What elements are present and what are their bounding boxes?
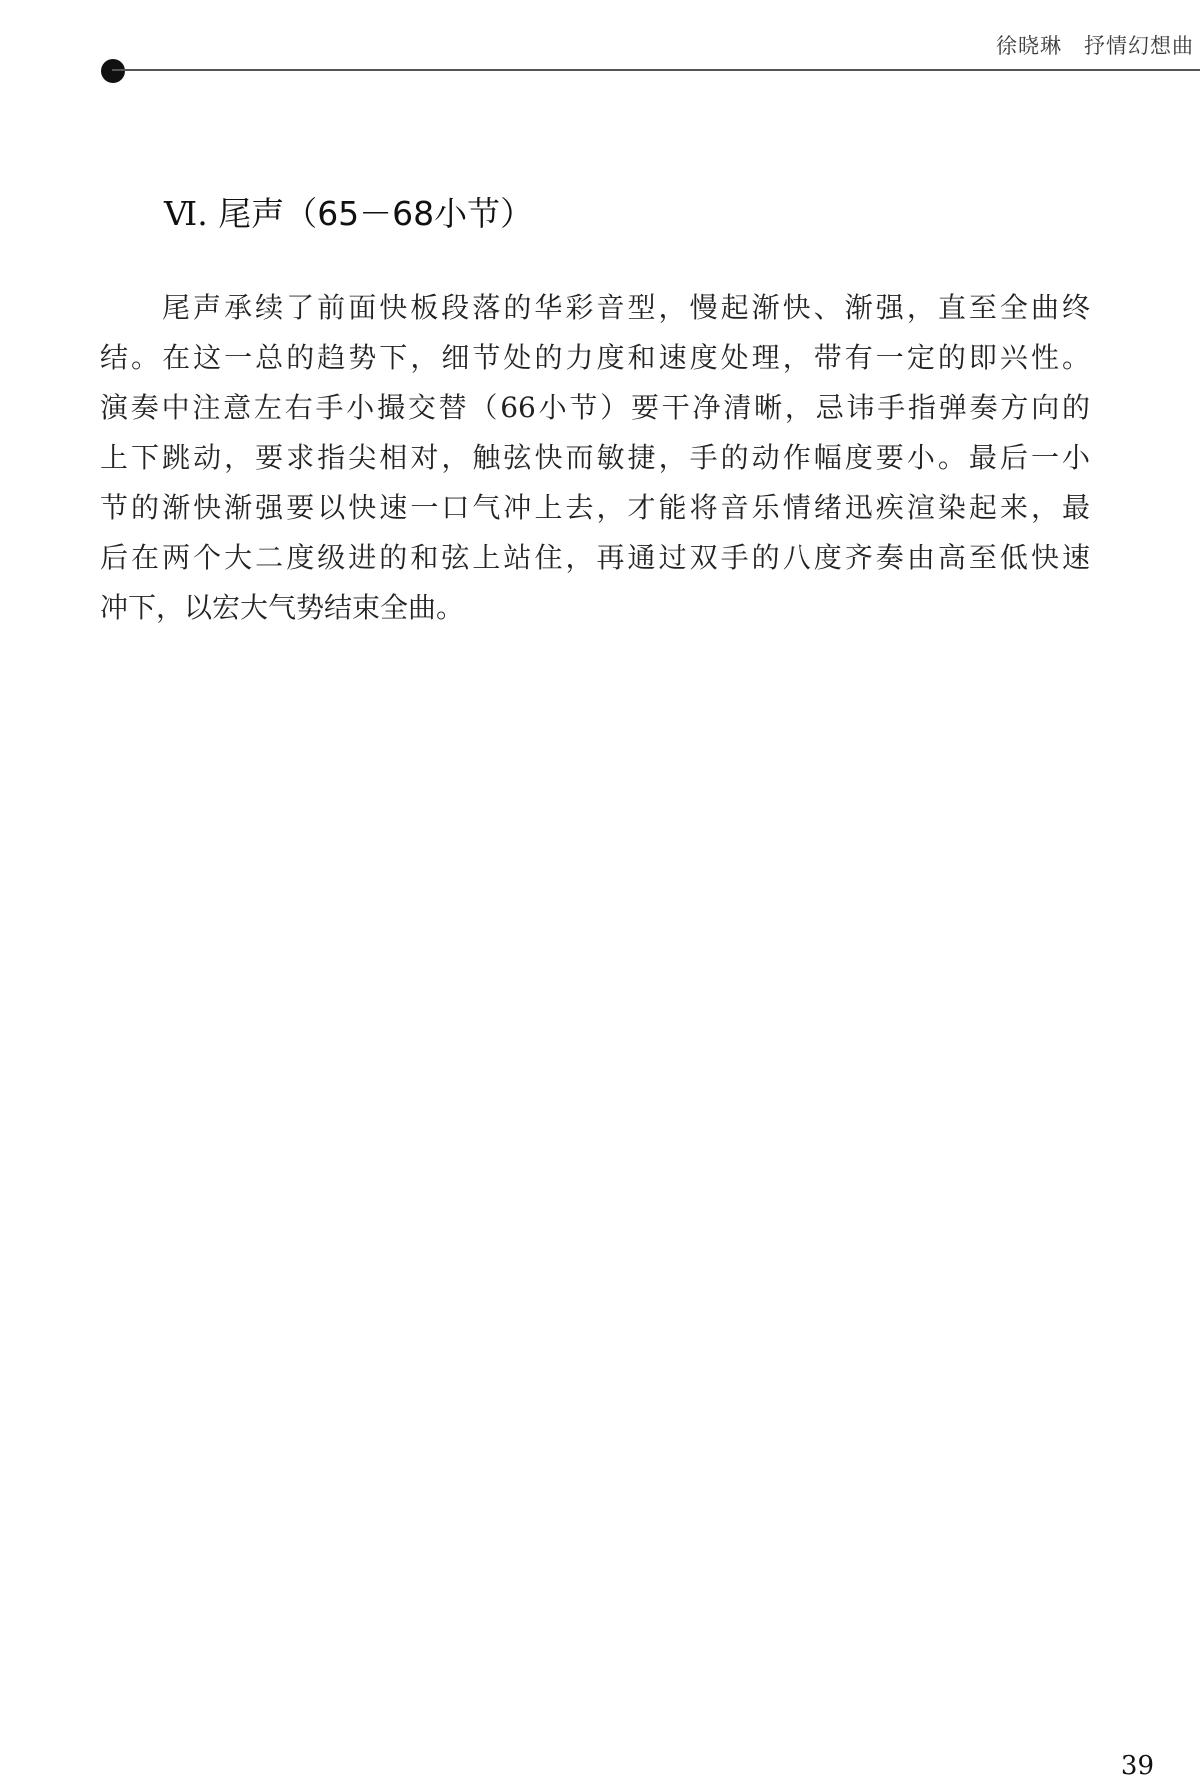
paragraph-line: 演奏中注意左右手小撮交替（66小节）要干净清晰，忌讳手指弹奏方向的 [100,391,1090,424]
paragraph-line: 结。在这一总的趋势下，细节处的力度和速度处理，带有一定的即兴性。 [100,341,1090,374]
section-numeral: Ⅵ. [164,194,208,233]
header-title: 抒情幻想曲 [1084,34,1194,58]
paragraph-line: 节的渐快渐强要以快速一口气冲上去，才能将音乐情绪迅疾渲染起来，最 [100,491,1090,524]
paragraph-line: 后在两个大二度级进的和弦上站住，再通过双手的八度齐奏由高至低快速 [100,541,1090,574]
section-heading [164,188,533,235]
page-number: 39 [1120,1751,1154,1781]
paragraph-line: 尾声承续了前面快板段落的华彩音型，慢起渐快、渐强，直至全曲终 [162,291,1090,324]
header-rule [112,69,1200,71]
section-title: 尾声（65－68小节） [218,194,534,233]
header-author: 徐晓琳 [996,34,1062,58]
body-paragraph [100,283,1090,633]
paragraph-line: 冲下，以宏大气势结束全曲。 [100,591,465,624]
header-bullet-dot [101,59,125,83]
paragraph-line: 上下跳动，要求指尖相对，触弦快而敏捷，手的动作幅度要小。最后一小 [100,441,1090,474]
running-header [996,30,1194,60]
